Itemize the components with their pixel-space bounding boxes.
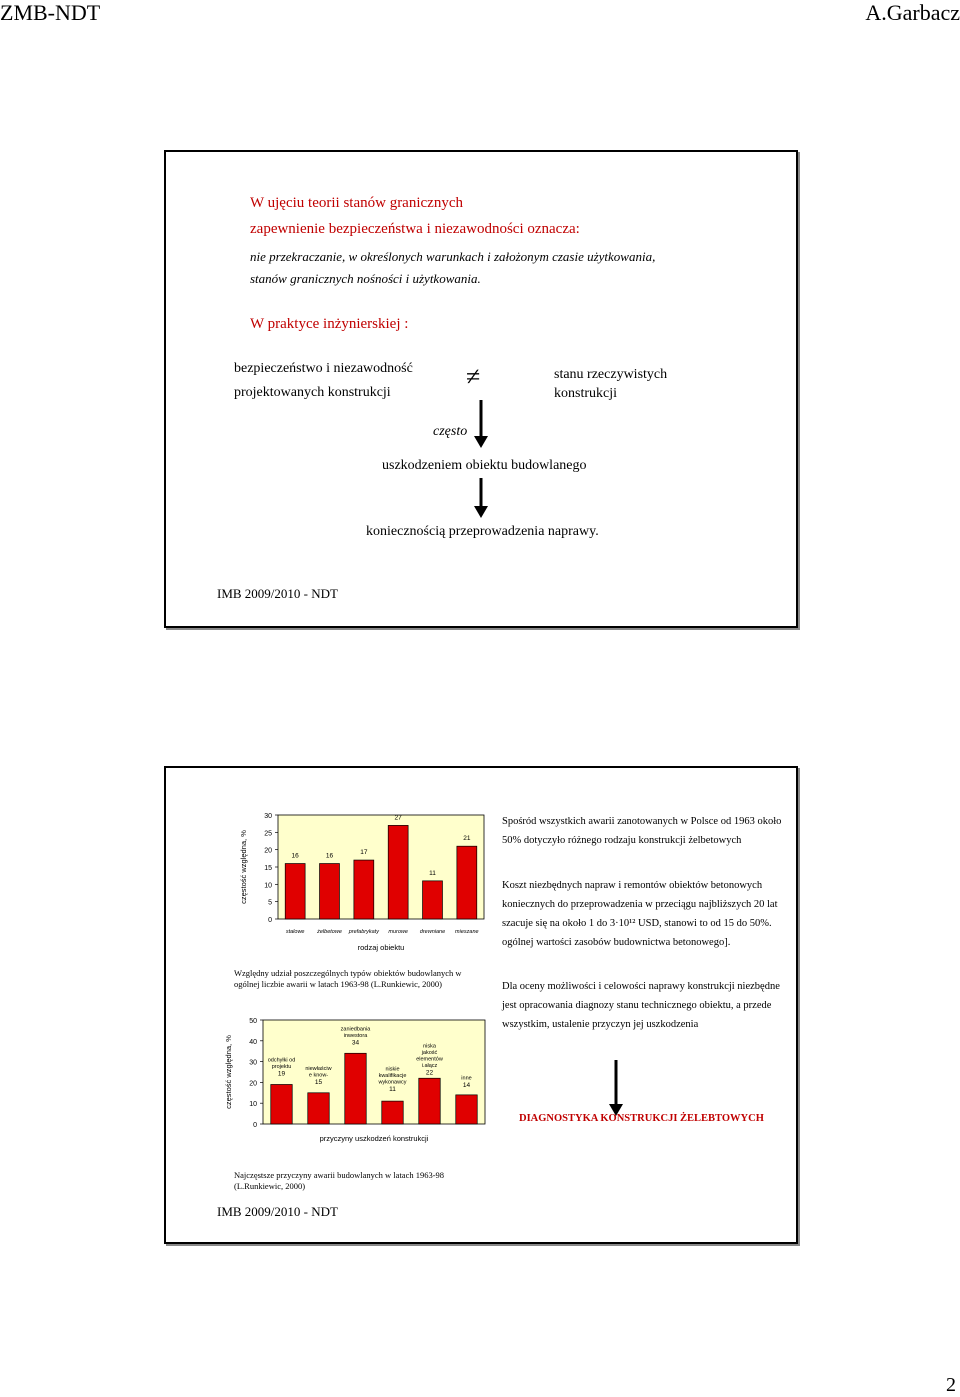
bar-4 <box>419 1078 440 1124</box>
category-label-5: inne <box>461 1075 472 1082</box>
x-tick-label-2: prefabrykaty <box>348 929 379 935</box>
data-label-0: 16 <box>291 852 299 860</box>
slide-2 <box>164 766 798 1244</box>
y-tick-label-4: 40 <box>249 1038 257 1046</box>
slide2-diagnostics-heading: DIAGNOSTYKA KONSTRUKCJI ŻELEBTOWYCH <box>519 1113 764 1124</box>
category-label-4: niska jakość elementów i.ałącz <box>416 1043 443 1070</box>
category-label-1: niewłaściw e know- <box>305 1065 332 1079</box>
bar-5 <box>457 846 477 919</box>
x-tick-label-0: stalowe <box>285 929 305 935</box>
slide1-damage: uszkodzeniem obiektu budowlanego <box>382 458 587 473</box>
chart-damage-causes <box>221 1012 491 1162</box>
y-tick-label-3: 15 <box>264 865 272 872</box>
slide1-title-line2: zapewnienie bezpieczeństwa i niezawodności oznacza: <box>250 221 580 237</box>
y-tick-label-3: 30 <box>249 1059 257 1067</box>
slide1-right-line2: konstrukcji <box>554 386 617 401</box>
category-label-2: zaniedbania inwestora <box>340 1026 371 1039</box>
y-axis-title: częstość względna, % <box>224 1035 233 1109</box>
slide2-text-2: Koszt niezbędnych napraw i remontów obiektów betonowych koniecznych do przeprowadzenia w przeciągu najbliższych 20 lat szacuje się na około 1 do 3·10¹² USD, stanowi to od 15 do 50%. ogólnej wartości zasobów budownictwa betonowego]. <box>502 880 778 948</box>
bar-1 <box>308 1093 329 1124</box>
slide1-title-line1: W ujęciu teorii stanów granicznych <box>250 195 463 211</box>
y-tick-label-2: 10 <box>264 882 272 890</box>
category-label-3: niskie kwalifikacje wykonawcy <box>378 1066 407 1086</box>
bar-0 <box>285 864 305 919</box>
y-tick-label-5: 50 <box>249 1018 257 1025</box>
chart-object-types <box>236 805 496 965</box>
slide1-left-line1: bezpieczeństwo i niezawodność <box>234 361 413 376</box>
data-label-2: 34 <box>351 1039 360 1047</box>
slide1-footer: IMB 2009/2010 - NDT <box>217 586 338 601</box>
slide1-right-line1: stanu rzeczywistych <box>554 367 668 382</box>
y-tick-label-1: 5 <box>268 899 272 907</box>
y-tick-label-4: 20 <box>264 847 272 855</box>
y-tick-label-0: 0 <box>253 1122 257 1129</box>
y-axis-title: częstość względna, % <box>239 830 248 904</box>
arrow-down-1 <box>471 400 491 450</box>
data-label-2: 17 <box>360 849 368 857</box>
header-right: A.Garbacz <box>865 0 960 25</box>
data-label-1: 16 <box>325 852 334 860</box>
slide1-left-line2: projektowanych konstrukcji <box>234 385 391 400</box>
slide1-definition-line1: nie przekraczanie, w określonych warunkach i założonym czasie użytkowania, <box>250 249 656 264</box>
plot-area <box>278 815 484 919</box>
slide2-text-1: Spośród wszystkich awarii zanotowanych w Polsce od 1963 około 50% dotyczyło różnego rodzaju konstrukcji żelbetowych <box>502 816 782 846</box>
data-label-1: 15 <box>314 1078 323 1086</box>
data-label-3: 27 <box>394 814 402 822</box>
bar-5 <box>456 1095 477 1124</box>
y-tick-label-5: 25 <box>264 830 272 838</box>
x-tick-label-3: murowe <box>388 929 408 935</box>
category-label-0: odchyłki od projektu <box>267 1057 296 1070</box>
data-label-3: 11 <box>389 1086 396 1094</box>
chart2-caption: Najczęstsze przyczyny awarii budowlanych w latach 1963-98 (L.Runkiewic, 2000) <box>234 1170 445 1191</box>
data-label-4: 11 <box>429 869 436 877</box>
header-left: ZMB-NDT <box>0 0 101 25</box>
bar-3 <box>388 825 408 919</box>
x-tick-label-4: drewniane <box>419 929 446 935</box>
slide2-text-3: Dla oceny możliwości i celowości naprawy konstrukcji niezbędne jest opracowania diagnozy stanu technicznego obiektu, a przede wszystkim, ustalenie przyczyn jej uszkodzenia <box>502 981 780 1030</box>
bar-2 <box>345 1053 366 1124</box>
data-label-4: 22 <box>425 1069 434 1077</box>
y-tick-label-1: 10 <box>249 1101 257 1109</box>
y-tick-label-6: 30 <box>264 813 272 820</box>
plot-area <box>263 1020 485 1124</box>
y-tick-label-2: 20 <box>249 1080 257 1088</box>
x-tick-label-5: mieszane <box>455 929 479 935</box>
slide2-footer: IMB 2009/2010 - NDT <box>217 1204 338 1219</box>
y-tick-label-0: 0 <box>268 917 272 924</box>
slide1-often: często <box>433 424 468 439</box>
data-label-5: 21 <box>463 835 471 843</box>
slide1-definition-line2: stanów granicznych nośności i użytkowania. <box>250 271 481 286</box>
bar-0 <box>271 1084 292 1124</box>
arrow-down-2 <box>471 478 491 520</box>
x-axis-title: rodzaj obiektu <box>357 943 405 952</box>
page-number: 2 <box>946 1374 956 1396</box>
slide-1 <box>164 150 798 628</box>
x-tick-label-1: żelbetowe <box>317 929 342 935</box>
chart1-caption: Względny udział poszczególnych typów obiektów budowlanych w ogólnej liczbie awarii w latach 1963-98 (L.Runkiewic, 2000) <box>234 968 462 989</box>
slide1-practice-heading: W praktyce inżynierskiej : <box>250 316 409 332</box>
x-axis-title: przyczyny uszkodzeń konstrukcji <box>319 1134 429 1143</box>
slide1-repair: koniecznością przeprowadzenia naprawy. <box>366 524 599 539</box>
arrow-down-3 <box>606 1060 626 1118</box>
not-equal-sign: ≠ <box>466 362 481 391</box>
bar-3 <box>382 1101 403 1124</box>
bar-2 <box>354 860 374 919</box>
data-label-5: 14 <box>462 1081 471 1089</box>
data-label-0: 19 <box>277 1070 286 1078</box>
bar-1 <box>320 864 340 919</box>
bar-4 <box>423 881 443 919</box>
